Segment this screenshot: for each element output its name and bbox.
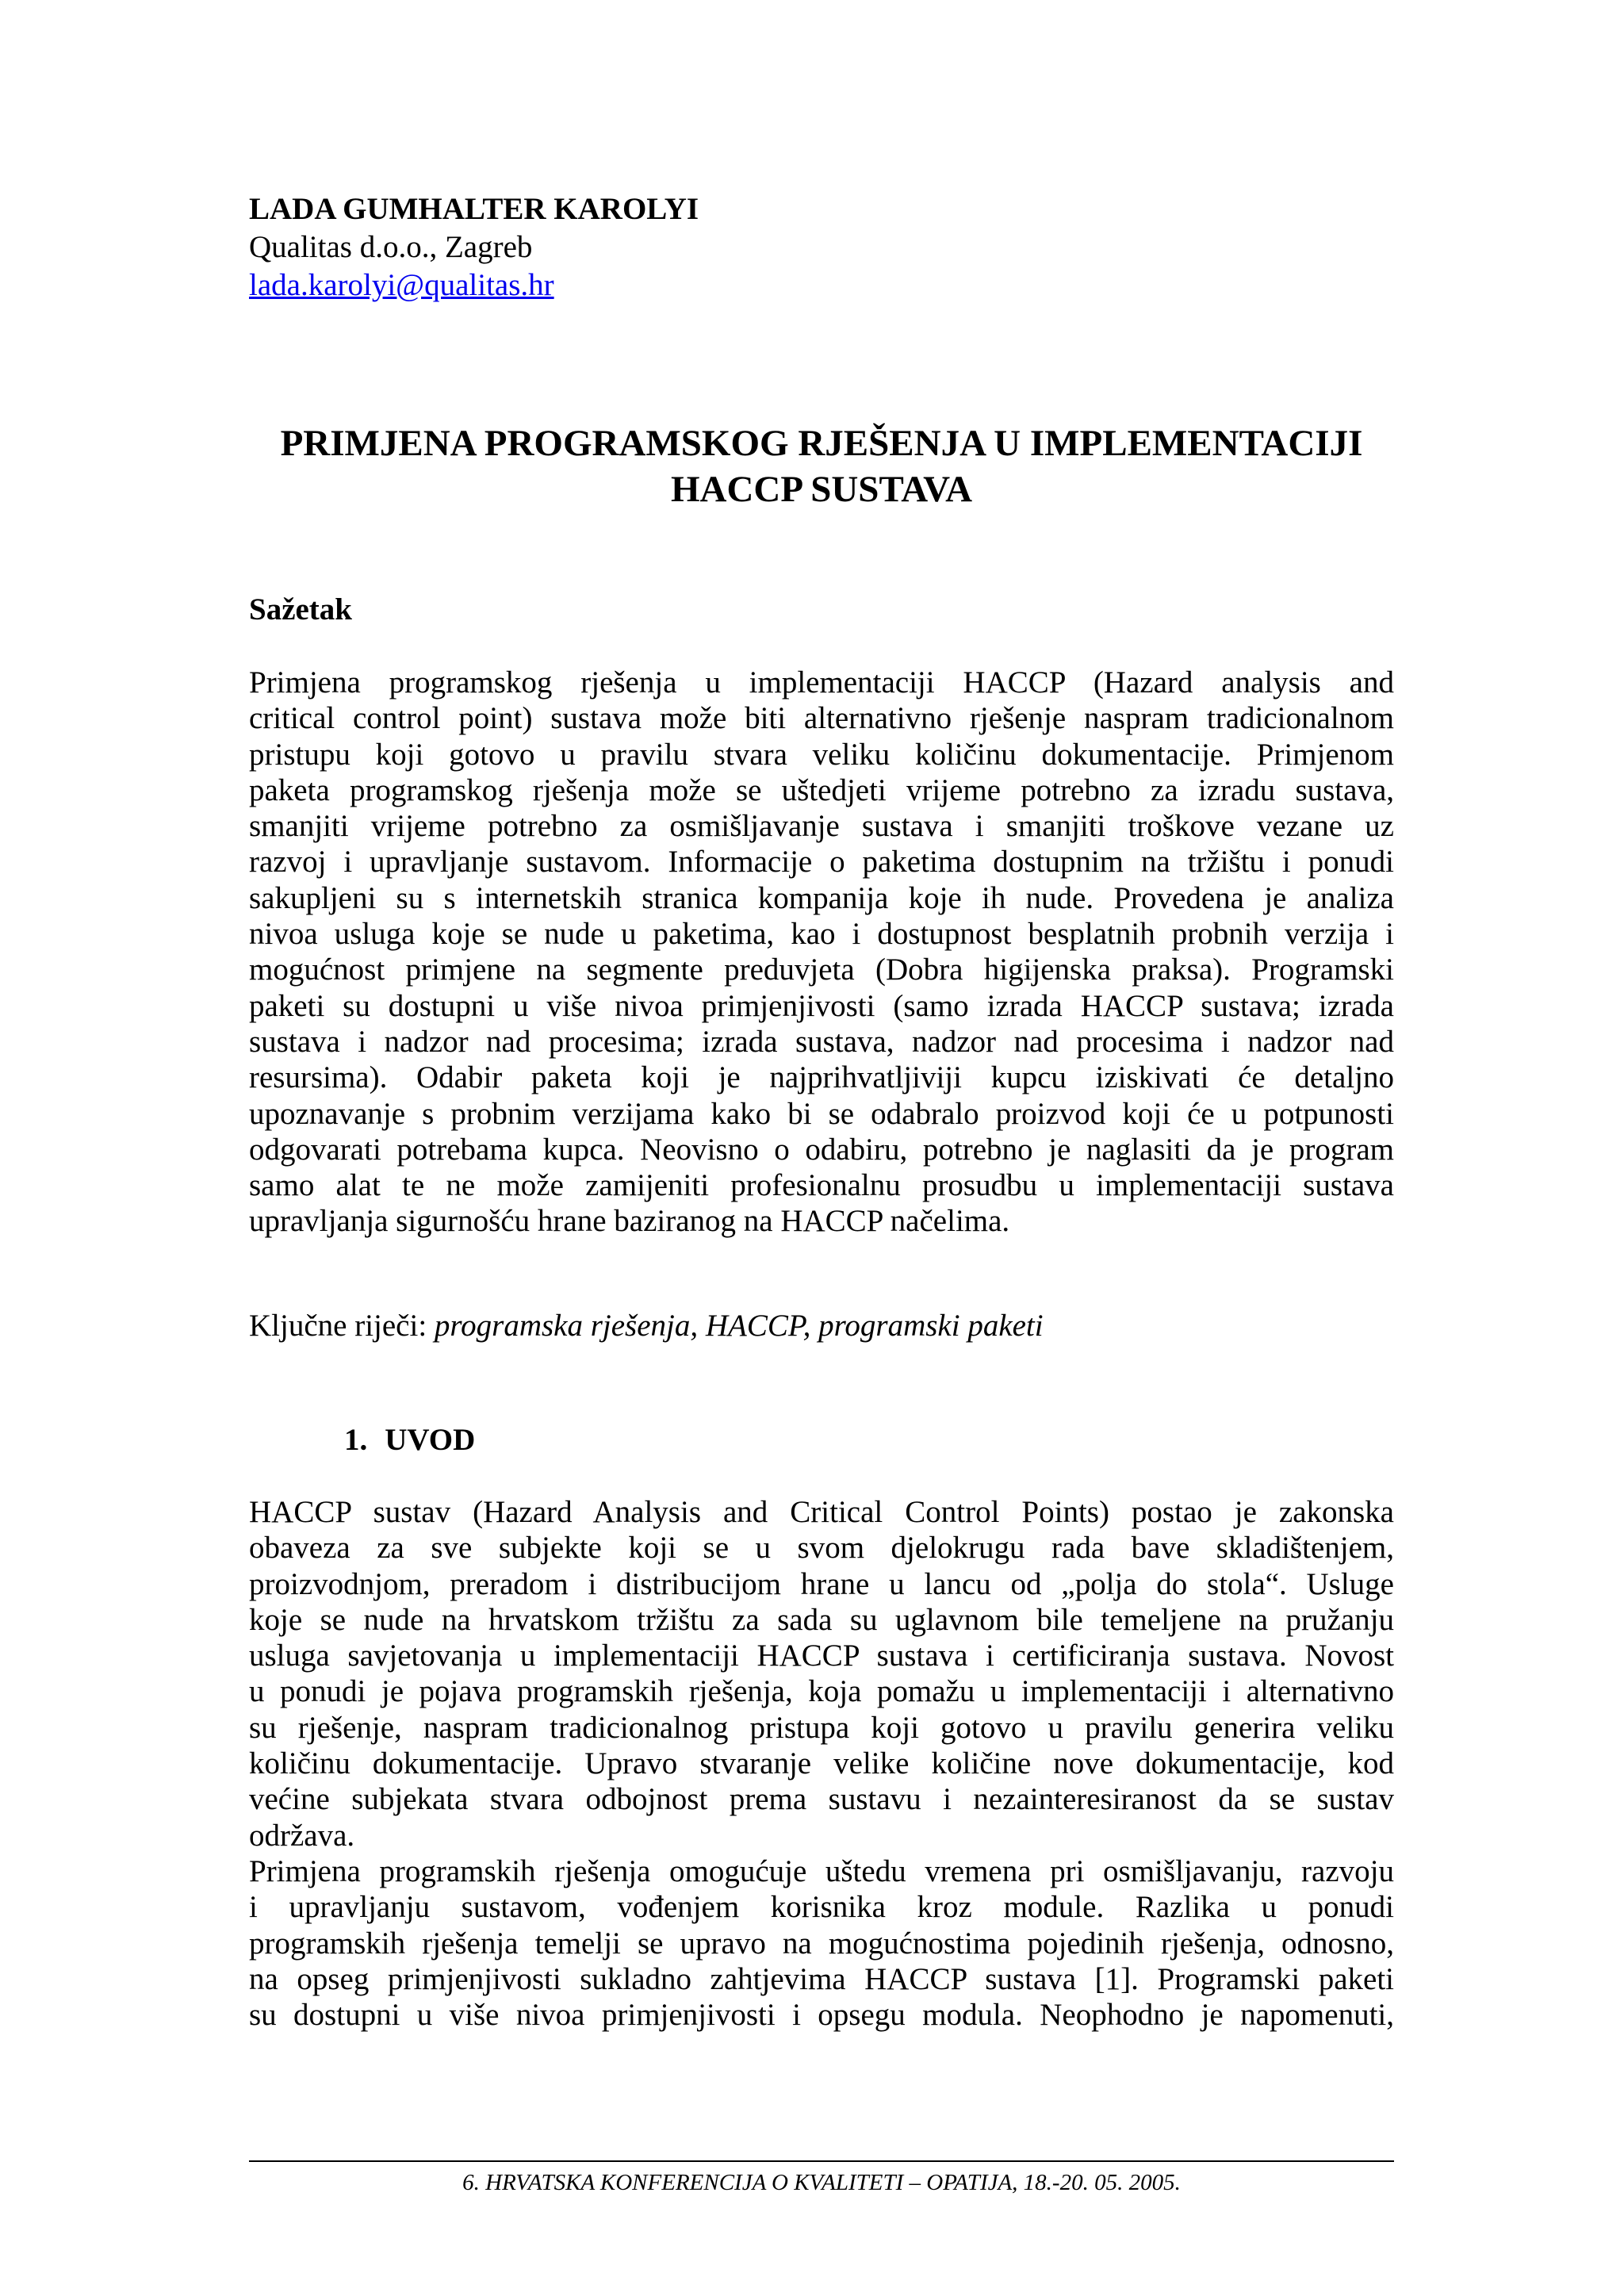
body-line: programskih rješenja temelji se upravo na mogućnostima pojedinih rješenja, odnosno, — [249, 1926, 1394, 1961]
paper-title-line: HACCP SUSTAVA — [670, 469, 973, 510]
body-line: obaveza za sve subjekte koji se u svom djelokrugu rada bave skladištenjem, — [249, 1531, 1394, 1566]
abstract-line: sakupljeni su s internetskih stranica kompanija koje ih nude. Provedena je analiza — [249, 880, 1394, 915]
abstract-line: nivoa usluga koje se nude u paketima, kao i dostupnost besplatnih probnih verzija i — [249, 917, 1394, 952]
abstract-line: razvoj i upravljanje sustavom. Informacije o paketima dostupnim na tržištu i ponudi — [249, 845, 1394, 880]
section-title: UVOD — [385, 1423, 476, 1457]
footer-conference-text: 6. HRVATSKA KONFERENCIJA O KVALITETI – OPATIJA, 18.-20. 05. 2005. — [462, 2170, 1181, 2195]
paper-title — [249, 420, 1394, 512]
footer-divider — [249, 2160, 1394, 2162]
abstract-line: mogućnost primjene na segmente preduvjeta (Dobra higijenska praksa). Programski — [249, 953, 1394, 987]
body-line: količinu dokumentacije. Upravo stvaranje velike količine nove dokumentacije, kod — [249, 1746, 1394, 1781]
body-line: koje se nude na hrvatskom tržištu za sada su uglavnom bile temeljene na pružanju — [249, 1602, 1394, 1637]
body-line: i upravljanju sustavom, vođenjem korisnika kroz module. Razlika u ponudi — [249, 1890, 1394, 1925]
body-line: HACCP sustav (Hazard Analysis and Critical Control Points) postao je zakonska — [249, 1495, 1394, 1529]
keywords-values: programska rješenja, HACCP, programski paketi — [434, 1309, 1044, 1343]
abstract-line: odgovarati potrebama kupca. Neovisno o odabiru, potrebno je naglasiti da je program — [249, 1132, 1394, 1167]
keywords-label: Ključne riječi: — [249, 1309, 427, 1343]
body-line: na opseg primjenjivosti sukladno zahtjevima HACCP sustava [1]. Programski paketi — [249, 1961, 1394, 1996]
keywords-line — [249, 1307, 1394, 1345]
section-number: 1. — [344, 1423, 368, 1457]
body-line: proizvodnjom, preradom i distribucijom hrane u lancu od „polja do stola“. Usluge — [249, 1566, 1394, 1601]
author-name: LADA GUMHALTER KAROLYI — [249, 192, 699, 226]
abstract-line: paketi su dostupni u više nivoa primjenjivosti (samo izrada HACCP sustava; izrada — [249, 988, 1394, 1023]
paper-title-line: PRIMJENA PROGRAMSKOG RJEŠENJA U IMPLEMENTACIJI — [280, 423, 1363, 464]
body-line: su rješenje, naspram tradicionalnog pristupa koji gotovo u pravilu generira veliku — [249, 1710, 1394, 1745]
abstract-line: upoznavanje s probnim verzijama kako bi se odabralo proizvod koji će u potpunosti — [249, 1096, 1394, 1131]
body-line: usluga savjetovanja u implementaciji HACCP sustava i certificiranja sustava. Novost — [249, 1639, 1394, 1673]
abstract-line: resursima). Odabir paketa koji je najprihvatljiviji kupcu iziskivati će detaljno — [249, 1060, 1394, 1095]
abstract-line: sustava i nadzor nad procesima; izrada sustava, nadzor nad procesima i nadzor nad — [249, 1024, 1394, 1059]
abstract-line: upravljanja sigurnošću hrane baziranog na HACCP načelima. — [249, 1204, 1010, 1239]
abstract-line: paketa programskog rješenja može se uštedjeti vrijeme potrebno za izradu sustava, — [249, 772, 1394, 807]
body-line: održava. — [249, 1818, 355, 1853]
body-line: su dostupni u više nivoa primjenjivosti i opsegu modula. Neophodno je napomenuti, — [249, 1998, 1394, 2033]
body-line: u ponudi je pojava programskih rješenja, koja pomažu u implementaciji i alternativno — [249, 1674, 1394, 1709]
abstract-paragraph — [249, 665, 1394, 1240]
abstract-line: critical control point) sustava može biti alternativno rješenje naspram tradicionalnom — [249, 701, 1394, 736]
author-email-link[interactable]: lada.karolyi@qualitas.hr — [249, 268, 554, 302]
body-line: većine subjekata stvara odbojnost prema sustavu i nezainteresiranost da se sustav — [249, 1782, 1394, 1817]
section-heading — [344, 1421, 475, 1459]
abstract-line: smanjiti vrijeme potrebno za osmišljavanje sustava i smanjiti troškove vezane uz — [249, 809, 1394, 844]
abstract-line: samo alat te ne može zamijeniti profesionalnu prosudbu u implementaciji sustava — [249, 1168, 1394, 1203]
abstract-line: pristupu koji gotovo u pravilu stvara veliku količinu dokumentacije. Primjenom — [249, 737, 1394, 772]
abstract-line: Primjena programskog rješenja u implementaciji HACCP (Hazard analysis and — [249, 665, 1394, 700]
section-body — [249, 1494, 1394, 2033]
author-block — [249, 190, 1394, 305]
author-affiliation: Qualitas d.o.o., Zagreb — [249, 230, 533, 264]
body-line: Primjena programskih rješenja omogućuje uštedu vremena pri osmišljavanju, razvoju — [249, 1853, 1394, 1888]
abstract-heading: Sažetak — [249, 592, 352, 627]
